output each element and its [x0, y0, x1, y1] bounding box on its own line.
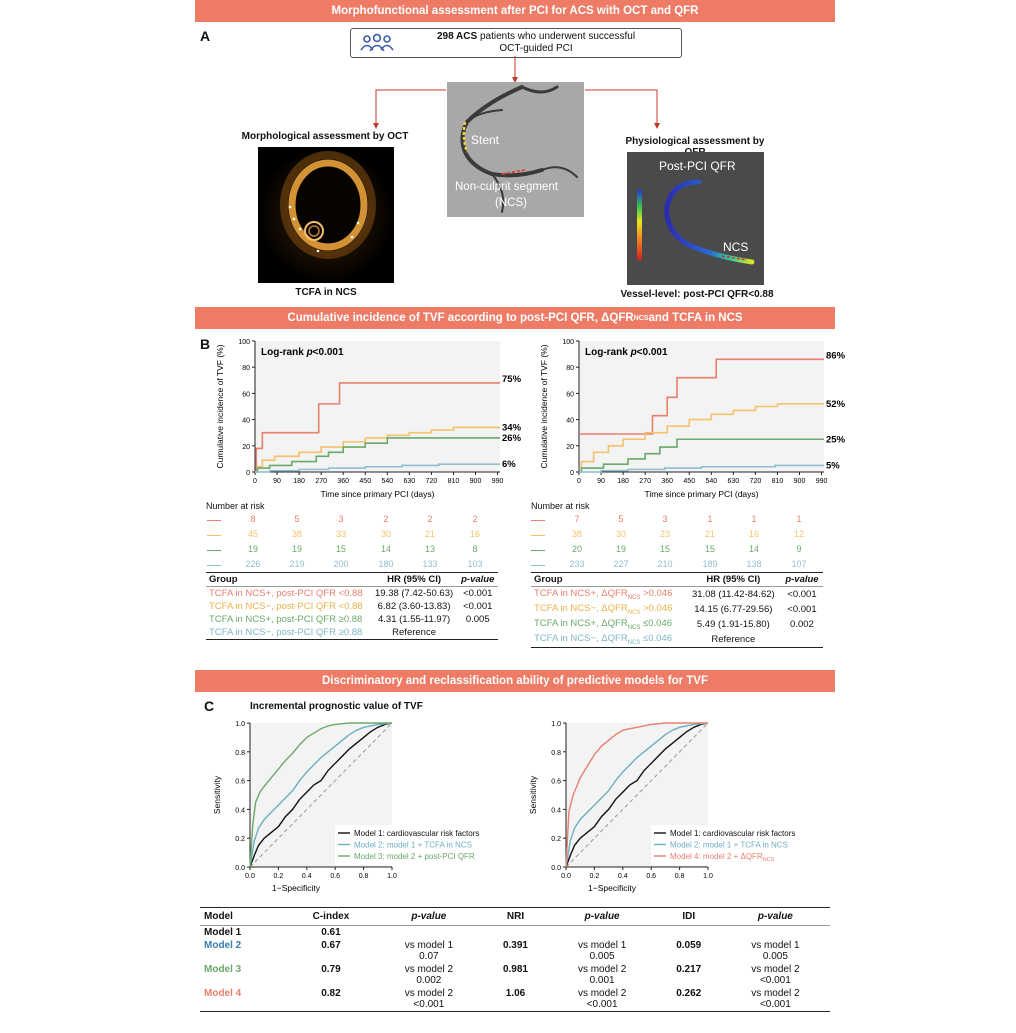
plot-area [579, 341, 824, 472]
risk-count: 23 [659, 529, 670, 539]
risk-count: 16 [469, 529, 480, 539]
x-tick-label: 0.6 [330, 873, 341, 880]
risk-count: 5 [618, 514, 624, 524]
x-tick-label: 1.0 [387, 873, 397, 880]
angio-ncs-label-2: (NCS) [495, 197, 527, 209]
x-tick-label: 900 [469, 478, 482, 485]
risk-count: 9 [796, 544, 802, 554]
risk-count: 19 [291, 544, 302, 554]
risk-count: 16 [748, 529, 759, 539]
risk-count: 14 [748, 544, 759, 554]
risk-count: 200 [333, 559, 349, 569]
y-tick-label: 20 [242, 443, 250, 451]
hr-table-left [206, 572, 498, 640]
y-tick-label: 80 [242, 365, 250, 373]
col-nri: NRI [483, 908, 547, 926]
risk-legend-dash [531, 520, 545, 521]
x-tick-label: 0 [577, 478, 581, 485]
table-row: Model 4 0.82 vs model 2 <0.001 1.06 vs model 2 <0.001 0.262 vs model 2 <0.001 [200, 987, 830, 1012]
oct-image [258, 147, 394, 283]
y-tick-label: 0.0 [235, 865, 245, 872]
roc-chart-left [206, 715, 506, 900]
risk-count: 103 [467, 559, 483, 569]
risk-count: 20 [571, 544, 582, 554]
km-end-label: 25% [826, 434, 846, 446]
y-tick-label: 80 [566, 365, 574, 373]
hr-table-right [531, 572, 823, 648]
risk-legend-dash [531, 535, 545, 536]
y-tick-label: 1.0 [551, 721, 561, 728]
risk-count: 189 [702, 559, 718, 569]
number-at-risk-right: Number at risk [531, 501, 590, 511]
panel-letter-b: B [200, 336, 211, 352]
col-p-nri: p-value [548, 908, 657, 926]
y-axis-label: Cumulative incidence of TVF (%) [539, 344, 549, 469]
logrank-annotation: Log-rank p<0.001 [261, 347, 344, 358]
km-end-label: 52% [826, 398, 846, 410]
patients-text-2: OCT-guided PCI [499, 43, 573, 54]
banner-panel-a: Morphofunctional assessment after PCI for ACS with OCT and QFR [195, 0, 835, 22]
panel-c-title: Incremental prognostic value of TVF [250, 701, 423, 712]
y-axis-label: Sensitivity [212, 775, 222, 815]
x-tick-label: 360 [337, 478, 350, 485]
oct-title: Morphological assessment by OCT [241, 131, 409, 142]
banner-panel-b: Cumulative incidence of TVF according to post-PCI QFR, ΔQFR NCS and TCFA in NCS [195, 307, 835, 329]
risk-count: 8 [250, 514, 256, 524]
y-tick-label: 100 [238, 339, 250, 346]
col-p-idi: p-value [721, 908, 830, 926]
hr-row: TCFA in NCS−, post-PCI QFR <0.88 6.82 (3.60-13.83) <0.001 [209, 601, 493, 612]
table-row: Model 2 0.67 vs model 1 0.07 0.391 vs model 1 0.005 0.059 vs model 1 0.005 [204, 940, 800, 962]
risk-legend-dash [207, 565, 221, 566]
risk-count: 21 [704, 529, 715, 539]
risk-count: 45 [247, 529, 258, 539]
y-tick-label: 60 [242, 391, 250, 399]
risk-count: 13 [424, 544, 435, 554]
hr-col-group: Group [206, 573, 371, 587]
legend-label: Model 1: cardiovascular risk factors [354, 829, 480, 838]
x-tick-label: 90 [273, 478, 281, 485]
x-tick-label: 180 [617, 478, 629, 485]
km-end-label: 5% [826, 460, 840, 472]
hr-row: TCFA in NCS−, $\Delta QFR_{NCS} >0.046$ 14.15 (6.77-29.56) <0.001 [534, 602, 817, 616]
x-tick-label: 450 [359, 478, 372, 485]
table-row: Model 1 0.61 [204, 927, 341, 938]
x-tick-label: 0.0 [561, 873, 571, 880]
y-axis-label: Sensitivity [528, 775, 538, 815]
risk-count: 38 [571, 529, 582, 539]
x-tick-label: 180 [293, 478, 305, 485]
legend-label: Model 3: model 2 + post-PCI QFR [354, 852, 475, 861]
y-tick-label: 1.0 [235, 721, 245, 728]
risk-count: 19 [247, 544, 258, 554]
qfr-ncs-label: NCS [723, 240, 749, 254]
x-tick-label: 720 [425, 478, 438, 485]
risk-count: 1 [751, 514, 757, 524]
km-end-label: 6% [502, 459, 516, 471]
x-tick-label: 0.2 [589, 873, 600, 880]
km-end-label: 34% [502, 422, 522, 434]
y-tick-label: 0.8 [551, 749, 561, 757]
y-tick-label: 0.2 [235, 836, 245, 844]
x-tick-label: 720 [749, 478, 762, 485]
x-tick-label: 630 [727, 478, 740, 485]
x-tick-label: 990 [491, 478, 504, 485]
risk-count: 210 [657, 559, 673, 569]
y-axis-label: Cumulative incidence of TVF (%) [215, 344, 225, 469]
legend-label: Model 2: model 1 + TCFA in NCS [670, 840, 788, 850]
risk-count: 15 [659, 544, 670, 554]
risk-legend-dash [207, 535, 221, 536]
hr-row: TCFA in NCS+, post-PCI QFR ≥0.88 4.31 (1.55-11.97) 0.005 [209, 614, 490, 625]
hr-col-hr: HR (95% CI) [371, 573, 458, 587]
table-row: Model 3 0.79 vs model 2 0.002 0.981 vs model 2 0.001 0.217 vs model 2 <0.001 [204, 964, 800, 986]
risk-count: 227 [613, 559, 629, 569]
x-tick-label: 0.8 [674, 873, 685, 880]
qfr-caption: Vessel-level: post-PCI QFR<0.88 [620, 289, 774, 300]
risk-count: 180 [378, 559, 394, 569]
legend-label: Model 2: model 1 + TCFA in NCS [354, 840, 472, 850]
x-tick-label: 900 [793, 478, 806, 485]
panel-letter-a: A [200, 28, 211, 44]
risk-count: 233 [569, 559, 585, 569]
risk-count: 1 [707, 514, 713, 524]
y-tick-label: 40 [242, 417, 250, 425]
x-tick-label: 0.4 [617, 873, 628, 880]
risk-count: 138 [746, 559, 762, 569]
risk-count: 14 [380, 544, 391, 554]
risk-count: 107 [791, 559, 807, 569]
col-p-cindex: p-value [374, 908, 483, 926]
risk-count: 15 [704, 544, 715, 554]
risk-count: 38 [291, 529, 302, 539]
risk-count: 7 [574, 514, 580, 524]
x-tick-label: 0.0 [245, 873, 255, 880]
y-tick-label: 40 [566, 417, 574, 425]
y-tick-label: 0.4 [235, 807, 245, 815]
y-tick-label: 0.2 [551, 836, 561, 844]
risk-count: 33 [335, 529, 346, 539]
patients-count: 298 ACS [436, 31, 478, 42]
hr-col-hr: HR (95% CI) [686, 573, 781, 587]
hr-row: TCFA in NCS−, $\Delta QFR_{NCS} \le 0.046$ Reference [531, 632, 823, 647]
y-tick-label: 0 [570, 470, 574, 477]
roc-chart-right [522, 715, 822, 900]
y-tick-label: 100 [562, 339, 574, 346]
risk-count: 1 [796, 514, 802, 524]
logrank-annotation: Log-rank p<0.001 [585, 347, 668, 358]
hr-row: TCFA in NCS+, $\Delta QFR_{NCS} >0.046$ 31.08 (11.42-84.62) <0.001 [534, 588, 817, 601]
risk-legend-dash [531, 550, 545, 551]
km-chart-left [212, 335, 522, 505]
x-axis-label: Time since primary PCI (days) [320, 489, 435, 499]
risk-count: 2 [383, 514, 389, 524]
hr-col-p: p-value [457, 573, 498, 587]
risk-count: 8 [472, 544, 478, 554]
angiogram-image [447, 82, 584, 217]
x-tick-label: 0.8 [358, 873, 369, 880]
risk-count: 3 [662, 514, 668, 524]
hr-row: TCFA in NCS+, $\Delta QFR_{NCS} \le 0.046$ 5.49 (1.91-15.80) 0.002 [534, 617, 814, 631]
y-tick-label: 0.6 [551, 778, 561, 786]
x-tick-label: 630 [403, 478, 416, 485]
risk-count: 2 [427, 514, 433, 524]
x-tick-label: 810 [771, 478, 784, 485]
km-chart-right [536, 335, 846, 505]
x-axis-label: 1−Specificity [588, 883, 636, 893]
risk-count: 3 [338, 514, 344, 524]
panel-letter-c: C [204, 698, 215, 714]
km-end-label: 26% [502, 432, 522, 444]
x-tick-label: 0 [253, 478, 257, 485]
risk-count: 2 [472, 514, 478, 524]
y-tick-label: 0.0 [551, 865, 561, 872]
qfr-title: Physiological assessment by [625, 136, 765, 147]
col-idi: IDI [657, 908, 721, 926]
risk-legend-dash [207, 550, 221, 551]
x-tick-label: 450 [683, 478, 696, 485]
y-tick-label: 0.6 [235, 778, 245, 786]
risk-count: 133 [422, 559, 438, 569]
x-tick-label: 90 [597, 478, 605, 485]
qfr-image [627, 152, 764, 285]
legend-label: Model 1: cardiovascular risk factors [670, 829, 796, 838]
angio-ncs-label: Non-culprit segment [455, 181, 558, 193]
hr-col-group: Group [531, 573, 686, 587]
x-tick-label: 540 [705, 478, 718, 485]
x-tick-label: 0.2 [273, 873, 284, 880]
risk-count: 226 [245, 559, 261, 569]
x-axis-label: Time since primary PCI (days) [644, 489, 759, 499]
risk-count: 219 [289, 559, 305, 569]
risk-count: 12 [793, 529, 804, 539]
risk-count: 5 [294, 514, 300, 524]
risk-count: 19 [615, 544, 626, 554]
x-tick-label: 0.6 [646, 873, 657, 880]
y-tick-label: 60 [566, 391, 574, 399]
y-tick-label: 0.4 [551, 807, 561, 815]
x-tick-label: 360 [661, 478, 674, 485]
risk-count: 21 [424, 529, 435, 539]
angio-stent-label: Stent [471, 133, 500, 147]
hr-col-p: p-value [781, 573, 823, 587]
patients-text: patients who underwent successful [477, 31, 636, 42]
x-axis-label: 1−Specificity [272, 883, 320, 893]
risk-legend-dash [531, 565, 545, 566]
hr-row: TCFA in NCS−, post-PCI QFR ≥0.88 Reference [206, 626, 498, 640]
legend-label: Model 4: model $2 + \Delta QFR_{NCS}$ [670, 852, 775, 863]
x-tick-label: 0.4 [301, 873, 312, 880]
qfr-label: Post-PCI QFR [659, 159, 736, 173]
oct-caption: TCFA in NCS [295, 287, 357, 298]
risk-count: 30 [615, 529, 626, 539]
y-tick-label: 0.8 [235, 749, 245, 757]
col-model: Model [200, 908, 288, 926]
risk-count: 15 [335, 544, 346, 554]
x-tick-label: 1.0 [703, 873, 713, 880]
x-tick-label: 990 [815, 478, 828, 485]
x-tick-label: 270 [315, 478, 327, 485]
y-tick-label: 0 [246, 470, 250, 477]
hr-row: TCFA in NCS+, post-PCI QFR <0.88 19.38 (7.42-50.63) <0.001 [209, 588, 493, 599]
risk-count: 30 [380, 529, 391, 539]
km-end-label: 86% [826, 350, 846, 362]
x-tick-label: 270 [639, 478, 651, 485]
km-end-label: 75% [502, 373, 522, 385]
x-tick-label: 540 [381, 478, 394, 485]
y-tick-label: 20 [566, 443, 574, 451]
col-cindex: C-index [288, 908, 375, 926]
plot-area [255, 341, 500, 472]
risk-legend-dash [207, 520, 221, 521]
model-comparison-table [200, 907, 830, 1012]
number-at-risk-left: Number at risk [206, 501, 265, 511]
banner-panel-c: Discriminatory and reclassification ability of predictive models for TVF [195, 670, 835, 692]
x-tick-label: 810 [447, 478, 460, 485]
